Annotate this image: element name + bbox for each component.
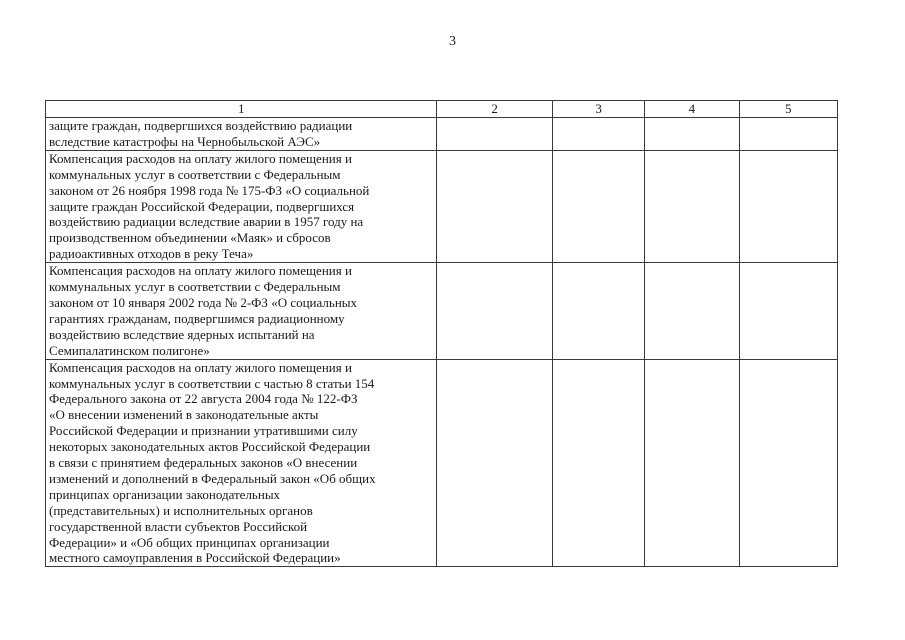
- empty-cell: [739, 359, 837, 567]
- description-line: законом от 26 ноября 1998 года № 175-ФЗ «О социальной: [49, 182, 370, 198]
- description-line: государственной власти субъектов Российской: [49, 518, 308, 534]
- page-number: 3: [449, 34, 456, 49]
- description-line: производственном объединении «Маяк» и сбросов: [49, 230, 331, 246]
- empty-cell: [437, 359, 552, 567]
- description-line: коммунальных услуг в соответствии с Федеральным: [49, 166, 341, 182]
- description-line: Федерации» и «Об общих принципах организации: [49, 534, 330, 550]
- row-description: [46, 263, 437, 359]
- description-line: Компенсация расходов на оплату жилого помещения и: [49, 150, 352, 166]
- description-line: Семипалатинском полигоне»: [49, 342, 210, 358]
- empty-cell: [739, 118, 837, 151]
- table-row: [46, 118, 838, 151]
- description-line: Компенсация расходов на оплату жилого помещения и: [49, 359, 352, 375]
- empty-cell: [645, 263, 739, 359]
- table-header-row: [46, 101, 838, 118]
- row-description: [46, 359, 437, 567]
- compensation-table: [45, 100, 838, 567]
- empty-cell: [437, 118, 552, 151]
- description-line: изменений и дополнений в Федеральный закон «Об общих: [49, 470, 376, 486]
- description-line: воздействию радиации вследствие аварии в 1957 году на: [49, 214, 364, 230]
- description-line: в связи с принятием федеральных законов «О внесении: [49, 455, 358, 471]
- description-line: законом от 10 января 2002 года № 2-ФЗ «О социальных: [49, 294, 358, 310]
- description-line: Федерального закона от 22 августа 2004 года № 122-ФЗ: [49, 391, 358, 407]
- empty-cell: [552, 150, 644, 262]
- description-line: коммунальных услуг в соответствии с частью 8 статьи 154: [49, 375, 375, 391]
- description-line: радиоактивных отходов в реку Теча»: [49, 246, 254, 262]
- description-line: принципах организации законодательных: [49, 486, 281, 502]
- description-line: вследствие катастрофы на Чернобыльской АЭС»: [49, 133, 321, 149]
- description-line: Компенсация расходов на оплату жилого помещения и: [49, 263, 352, 279]
- column-header-5: 5: [739, 101, 837, 118]
- empty-cell: [645, 359, 739, 567]
- description-line: некоторых законодательных актов Российской Федерации: [49, 439, 371, 455]
- description-line: гарантиях гражданам, подвергшимся радиационному: [49, 310, 345, 326]
- column-header-2: 2: [437, 101, 552, 118]
- empty-cell: [552, 263, 644, 359]
- column-header-1: 1: [46, 101, 437, 118]
- description-line: защите граждан Российской Федерации, подвергшихся: [49, 198, 355, 214]
- column-header-3: 3: [552, 101, 644, 118]
- row-description: [46, 150, 437, 262]
- empty-cell: [645, 118, 739, 151]
- description-line: местного самоуправления в Российской Федерации»: [49, 550, 341, 566]
- description-line: (представительных) и исполнительных органов: [49, 502, 313, 518]
- table-row: [46, 263, 838, 359]
- description-line: защите граждан, подвергшихся воздействию радиации: [49, 118, 353, 133]
- table-row: [46, 150, 838, 262]
- column-header-4: 4: [645, 101, 739, 118]
- table-row: [46, 359, 838, 567]
- row-description: [46, 118, 437, 151]
- description-line: воздействию вследствие ядерных испытаний на: [49, 326, 315, 342]
- description-line: «О внесении изменений в законодательные акты: [49, 407, 319, 423]
- description-line: коммунальных услуг в соответствии с Федеральным: [49, 279, 341, 295]
- empty-cell: [437, 263, 552, 359]
- empty-cell: [437, 150, 552, 262]
- empty-cell: [739, 263, 837, 359]
- empty-cell: [739, 150, 837, 262]
- description-line: Российской Федерации и признании утратившими силу: [49, 423, 358, 439]
- empty-cell: [552, 359, 644, 567]
- empty-cell: [552, 118, 644, 151]
- empty-cell: [645, 150, 739, 262]
